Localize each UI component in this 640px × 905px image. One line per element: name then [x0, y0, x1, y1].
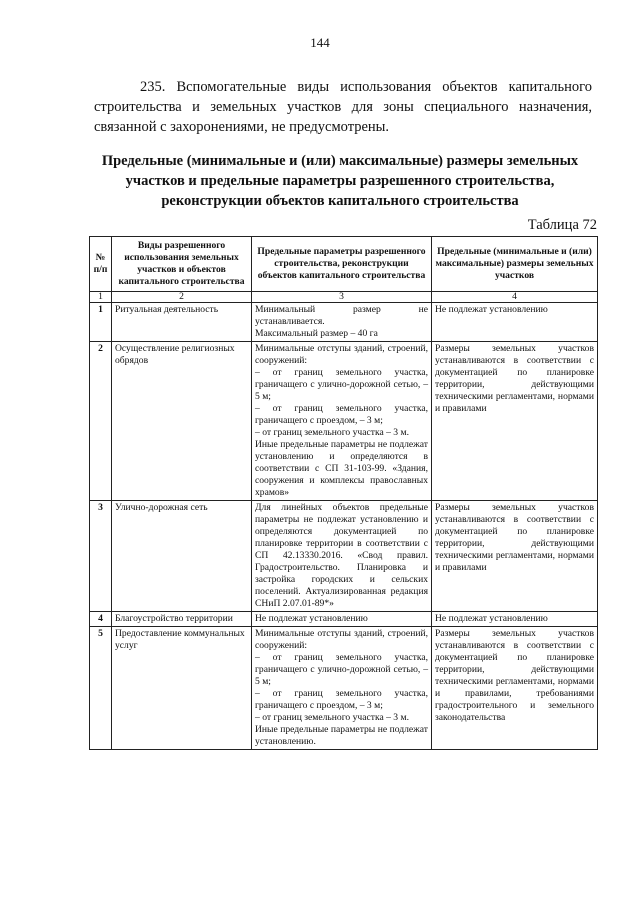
- sizes-cell: Размеры земельных участков устанавливаются в соответствии с документацией по планировке территории, действующими техническими регламентами, нормами и правилами: [432, 501, 598, 612]
- params-line: – от границ земельного участка, граничащего с улично-дорожной сетью, – 5 м;: [255, 652, 428, 687]
- use-type-cell: Предоставление коммунальных услуг: [112, 627, 252, 750]
- page-number: 144: [310, 35, 330, 50]
- parameters-table: [89, 236, 598, 750]
- table-row: [90, 612, 598, 627]
- params-line: Не подлежат установлению: [255, 613, 368, 624]
- params-cell: [252, 501, 432, 612]
- params-line: – от границ земельного участка, граничащего с улично-дорожной сетью, – 5 м;: [255, 367, 428, 402]
- sizes-cell: Не подлежат установлению: [432, 612, 598, 627]
- use-type-cell: Улично-дорожная сеть: [112, 501, 252, 612]
- table-row: [90, 303, 598, 342]
- params-line: Максимальный размер – 40 га: [255, 328, 378, 339]
- params-line: – от границ земельного участка – 3 м.: [255, 427, 409, 438]
- column-number-row: [90, 292, 598, 303]
- params-line: Для линейных объектов предельные параметры не подлежат установлению и определяются документацией по планировке территории в соответствии с СП 42.13330.2016. «Свод правил. Градостроительство. Планировка и застройка городских и сельских поселений. Актуализированная редакция СНиП 2.07.01-89*»: [255, 502, 428, 609]
- column-number: 1: [90, 292, 112, 303]
- row-number: 5: [90, 627, 112, 750]
- params-line: Минимальные отступы зданий, строений, сооружений:: [255, 628, 428, 651]
- table-header-row: [90, 237, 598, 292]
- header-plot-sizes: Предельные (минимальные и (или) максимальные) размеры земельных участков: [432, 237, 598, 292]
- params-cell: [252, 612, 432, 627]
- row-number: 3: [90, 501, 112, 612]
- sizes-cell: Не подлежат установлению: [432, 303, 598, 342]
- intro-paragraph: 235. Вспомогательные виды использования объектов капитального строительства и земельных участков для зоны специального назначения, связанной с захоронениями, не предусмотрены.: [94, 79, 592, 135]
- params-cell: [252, 627, 432, 750]
- sizes-cell: Размеры земельных участков устанавливаются в соответствии с документацией по планировке территории, действующими техническими регламентами, нормами и правилами, требованиями градостроительного и земельного законодательства: [432, 627, 598, 750]
- row-number: 2: [90, 342, 112, 501]
- use-type-cell: Осуществление религиозных обрядов: [112, 342, 252, 501]
- use-type-cell: Ритуальная деятельность: [112, 303, 252, 342]
- table-row: [90, 342, 598, 501]
- params-line: – от границ земельного участка, граничащего с проездом, – 3 м;: [255, 403, 428, 426]
- params-line: Иные предельные параметры не подлежат установлению и определяются в соответствии с СП 31-103-99. «Здания, сооружения и комплексы православных храмов»: [255, 439, 428, 498]
- params-cell: [252, 303, 432, 342]
- header-number: № п/п: [90, 237, 112, 292]
- row-number: 4: [90, 612, 112, 627]
- params-cell: [252, 342, 432, 501]
- params-line: – от границ земельного участка – 3 м.: [255, 712, 409, 723]
- table-row: [90, 627, 598, 750]
- params-line: Минимальные отступы зданий, строений, сооружений:: [255, 343, 428, 366]
- table-row: [90, 501, 598, 612]
- column-number: 4: [432, 292, 598, 303]
- row-number: 1: [90, 303, 112, 342]
- column-number: 3: [252, 292, 432, 303]
- column-number: 2: [112, 292, 252, 303]
- header-use-type: Виды разрешенного использования земельных участков и объектов капитального строительства: [112, 237, 252, 292]
- header-construction-params: Предельные параметры разрешенного строительства, реконструкции объектов капитального строительства: [252, 237, 432, 292]
- sizes-cell: Размеры земельных участков устанавливаются в соответствии с документацией по планировке территории, действующими техническими регламентами, нормами и правилами: [432, 342, 598, 501]
- table-caption: Таблица 72: [527, 217, 597, 233]
- params-line: Минимальный размер не устанавливается.: [255, 304, 428, 327]
- params-line: – от границ земельного участка, граничащего с проездом, – 3 м;: [255, 688, 428, 711]
- section-heading: Предельные (минимальные и (или) максимальные) размеры земельных участков и предельные параметры разрешенного строительства, реконструкции объектов капитального строительства: [101, 153, 579, 209]
- use-type-cell: Благоустройство территории: [112, 612, 252, 627]
- params-line: Иные предельные параметры не подлежат установлению.: [255, 724, 428, 747]
